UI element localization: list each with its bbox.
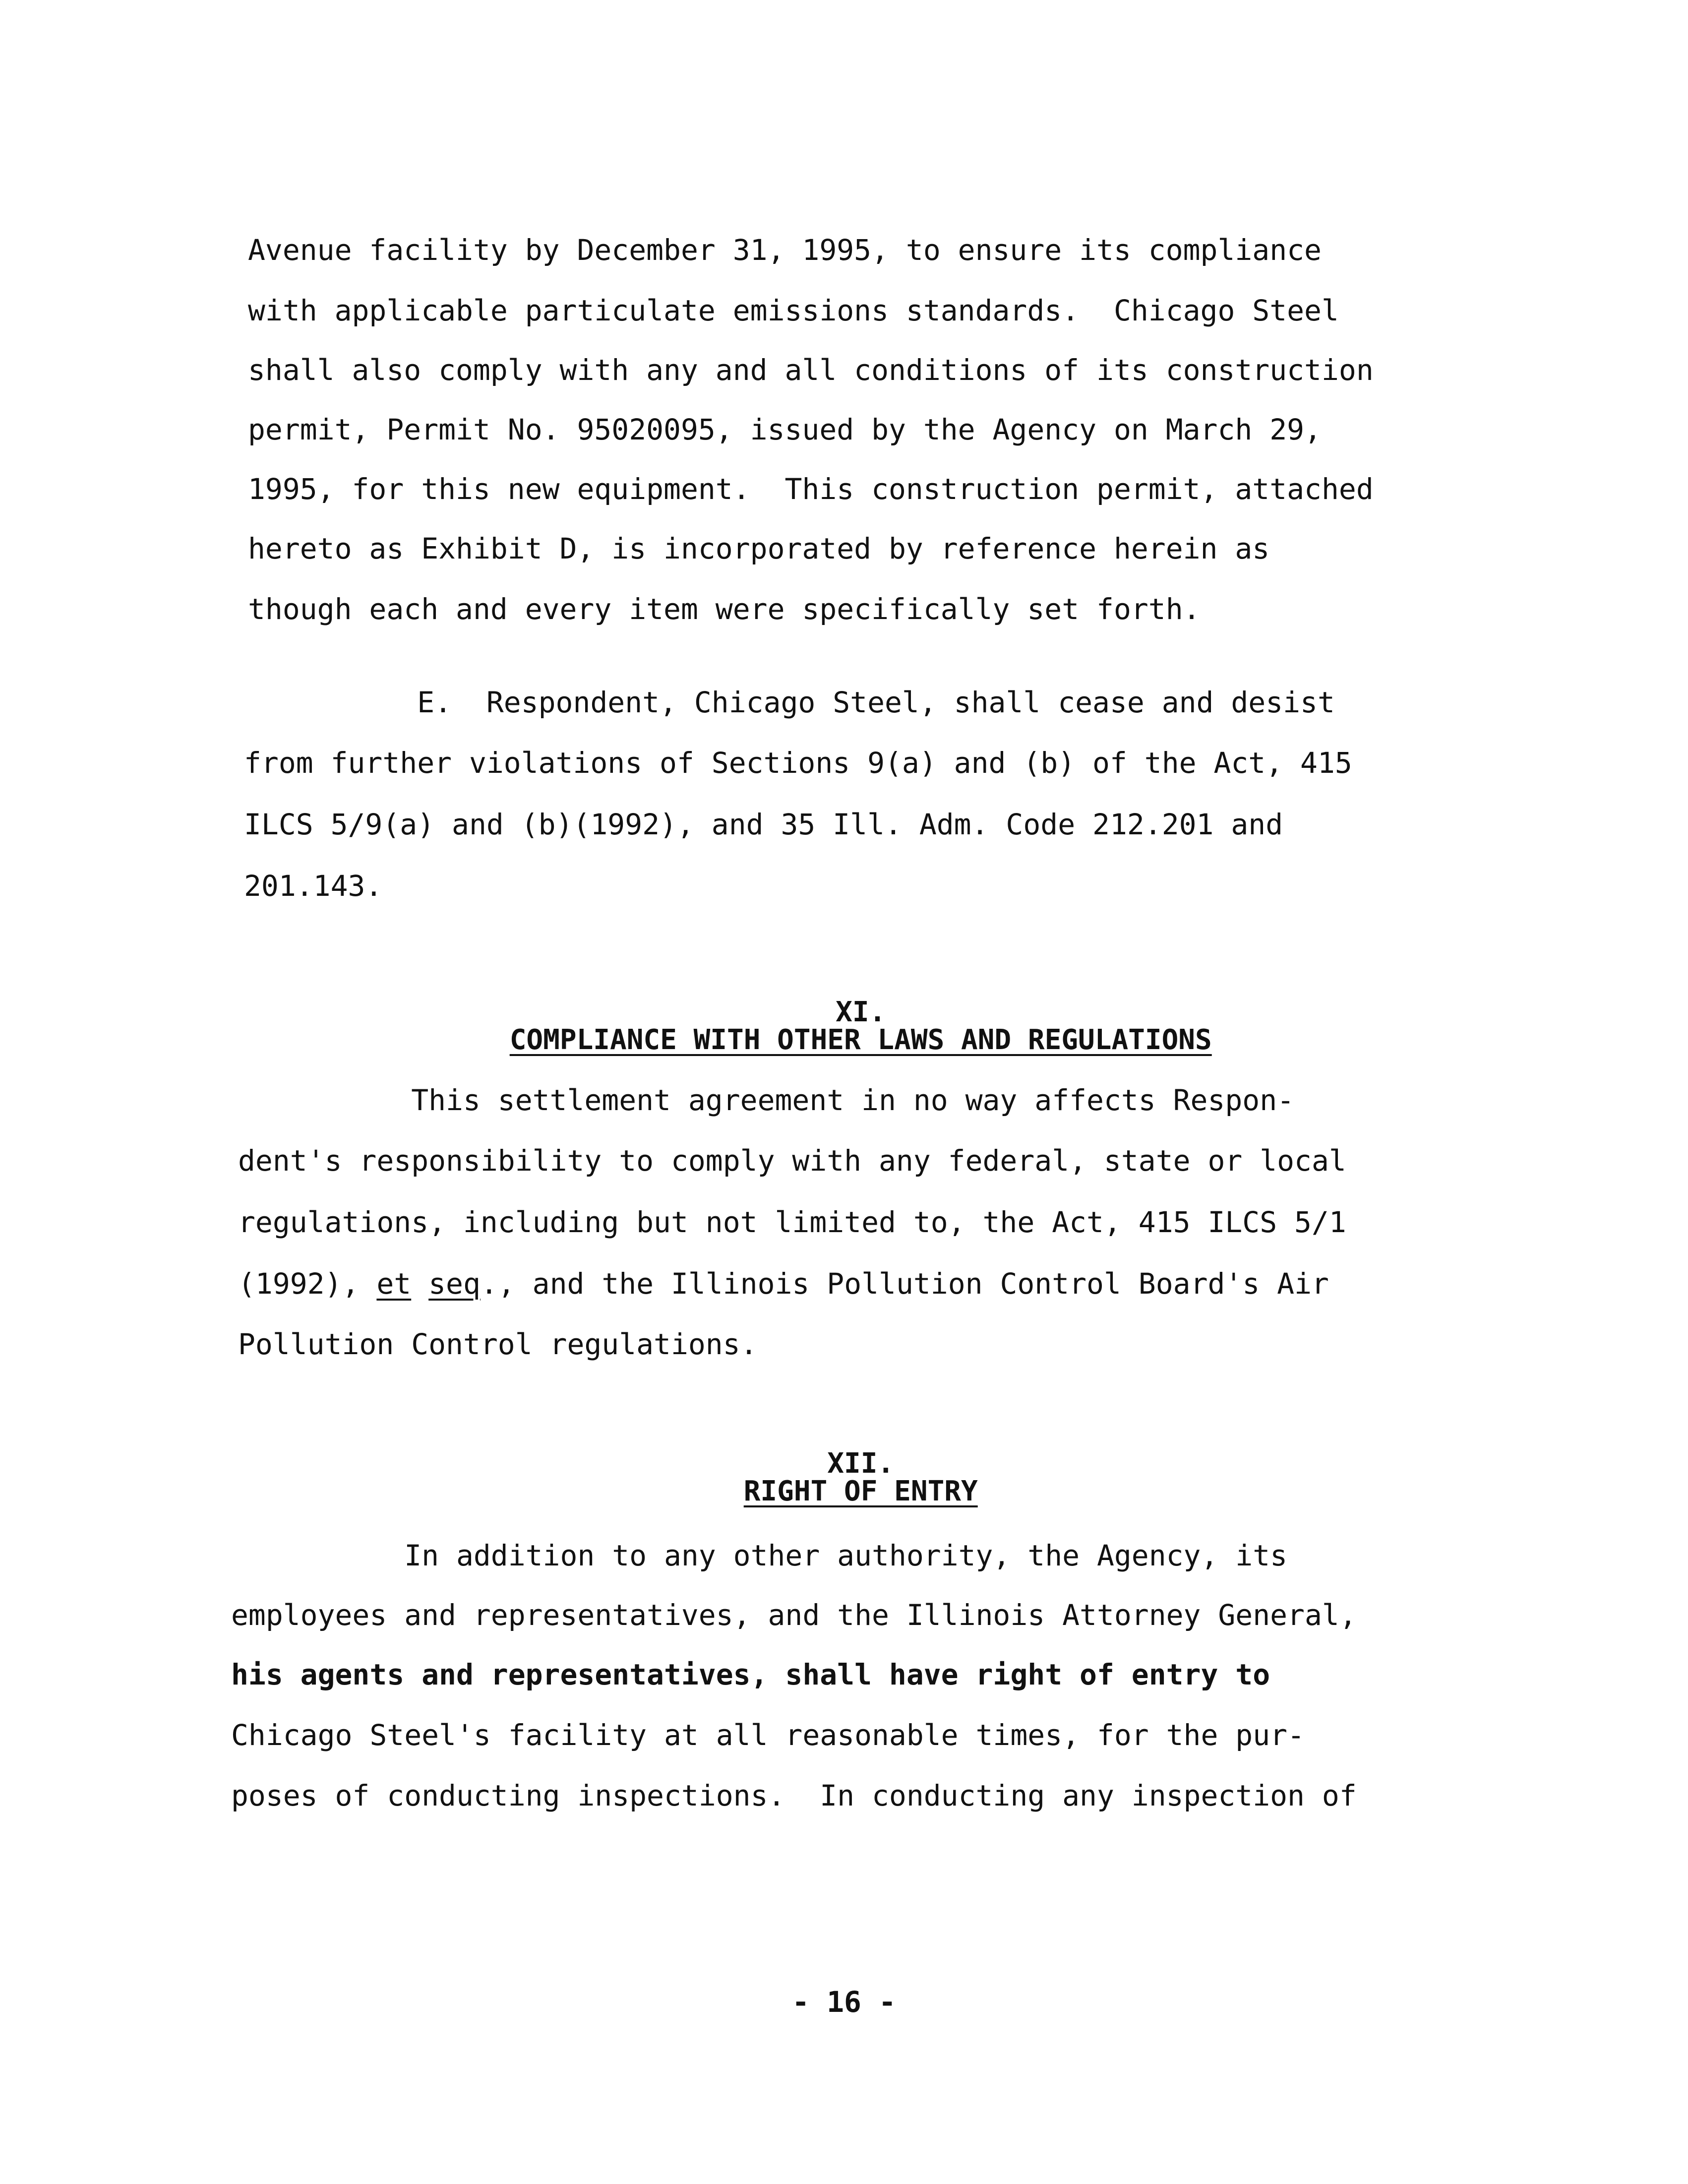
text-line: dent's responsibility to comply with any federal, state or local bbox=[238, 1144, 1346, 1178]
section-xii-number: XII. bbox=[827, 1447, 895, 1480]
text-line: his agents and representatives, shall have right of entry to bbox=[231, 1658, 1270, 1691]
section-xii-title: RIGHT OF ENTRY bbox=[743, 1475, 978, 1507]
text-line: 1995, for this new equipment. This construction permit, attached bbox=[248, 472, 1374, 506]
seq-underlined: seq bbox=[428, 1267, 481, 1301]
text-line bbox=[238, 1266, 1329, 1302]
text-segment bbox=[411, 1267, 428, 1301]
text-line: Avenue facility by December 31, 1995, to ensure its compliance bbox=[248, 233, 1322, 267]
text-line: with applicable particulate emissions standards. Chicago Steel bbox=[248, 294, 1339, 327]
text-line: 201.143. bbox=[244, 869, 383, 903]
section-xi-title: COMPLIANCE WITH OTHER LAWS AND REGULATIONS bbox=[509, 1024, 1212, 1056]
text-line: Chicago Steel's facility at all reasonable times, for the pur- bbox=[231, 1718, 1305, 1752]
text-line: This settlement agreement in no way affects Respon- bbox=[238, 1083, 1295, 1117]
text-line: though each and every item were specifically set forth. bbox=[248, 592, 1201, 626]
text-line: Pollution Control regulations. bbox=[238, 1327, 758, 1361]
text-line: poses of conducting inspections. In conducting any inspection of bbox=[231, 1779, 1357, 1812]
text-line: hereto as Exhibit D, is incorporated by reference herein as bbox=[248, 532, 1270, 565]
text-segment: (1992), bbox=[238, 1267, 377, 1301]
text-line: employees and representatives, and the Illinois Attorney General, bbox=[231, 1598, 1357, 1632]
text-line: ILCS 5/9(a) and (b)(1992), and 35 Ill. Adm. Code 212.201 and bbox=[244, 808, 1283, 841]
text-line: from further violations of Sections 9(a) and (b) of the Act, 415 bbox=[244, 746, 1352, 780]
et-underlined: et bbox=[376, 1267, 412, 1301]
page-number: - 16 - bbox=[792, 1985, 896, 2019]
text-segment: ., and the Illinois Pollution Control Board's Air bbox=[480, 1267, 1329, 1301]
text-line: permit, Permit No. 95020095, issued by the Agency on March 29, bbox=[248, 413, 1322, 446]
text-line: shall also comply with any and all conditions of its construction bbox=[248, 353, 1374, 387]
text-line: regulations, including but not limited to, the Act, 415 ILCS 5/1 bbox=[238, 1205, 1346, 1239]
section-xi-number: XI. bbox=[836, 996, 886, 1028]
text-line: In addition to any other authority, the Agency, its bbox=[231, 1539, 1288, 1572]
text-line: E. Respondent, Chicago Steel, shall cease and desist bbox=[244, 686, 1335, 719]
